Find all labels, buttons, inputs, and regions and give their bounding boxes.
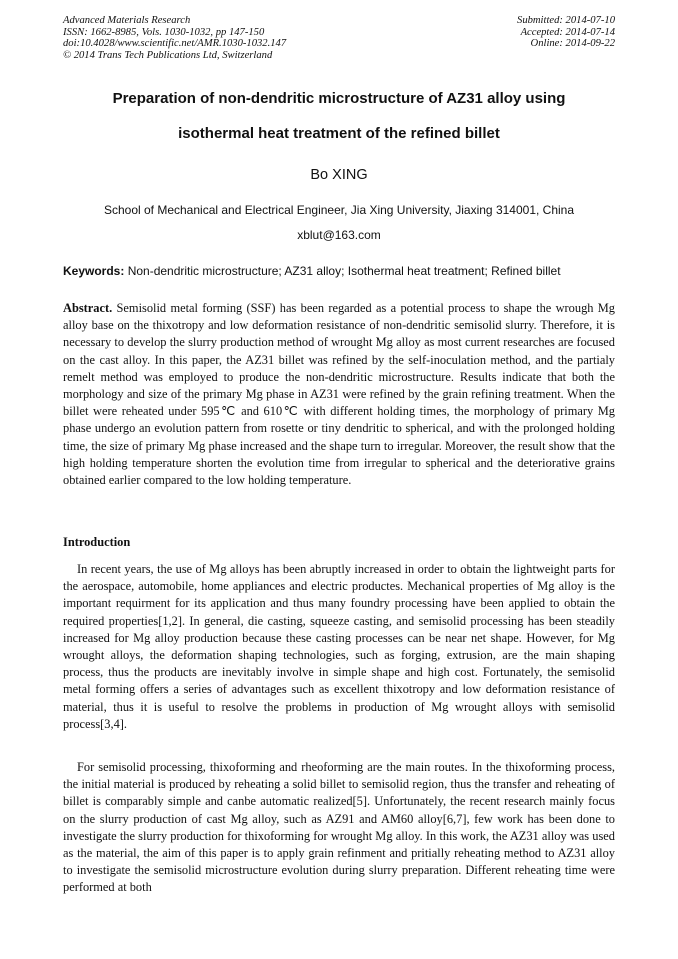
accepted-date: Accepted: 2014-07-14 <box>520 26 615 38</box>
abstract-paragraph <box>63 300 615 489</box>
abstract-text: Semisolid metal forming (SSF) has been regarded as a potential process to shape the wrough Mg alloy base on the thixotropy and low deformation resistance of non-dendritic semisolid slurry. Therefore, it is necessary to develop the slurry production method of wrought Mg alloy as most current researches are focused on the cast alloy. In this paper, the AZ31 billet was refined by the self-inoculation method, and the partialy remelt method was employed to produce the non-dendritic microstructure. Results indicate that both the morphology and size of the primary Mg phase in AZ31 were refined by the grain refining treatment. When the billet were reheated under 595℃ and 610℃ with different holding times, the morphology of primary Mg phase undergo an evolution pattern from rosette or tiny dendritic to spherical, and with the prolonged holding time, the size of primary Mg phase increased and the shape turn to irregular. Moreover, the result show that the high holding temperature shorten the evolution time from irregular to spherical and the deteriorative grains obtained earlier compared to the low holding temperature. <box>63 301 615 488</box>
journal-copyright: © 2014 Trans Tech Publications Ltd, Switzerland <box>63 49 273 61</box>
online-date: Online: 2014-09-22 <box>530 38 615 50</box>
keywords-line <box>63 264 615 278</box>
paper-title-line-1: Preparation of non-dendritic microstructure of AZ31 alloy using <box>112 90 566 107</box>
author-affiliation: School of Mechanical and Electrical Engineer, Jia Xing University, Jiaxing 314001, China <box>103 203 575 217</box>
submission-dates <box>517 15 615 50</box>
paper-title-line-2: isothermal heat treatment of the refined billet <box>178 125 500 142</box>
journal-name: Advanced Materials Research <box>63 15 191 26</box>
journal-doi[interactable]: doi:10.4028/www.scientific.net/AMR.1030-1032.147 <box>63 38 287 50</box>
journal-header <box>63 15 286 61</box>
keywords-text: Non-dendritic microstructure; AZ31 alloy; Isothermal heat treatment; Refined billet <box>124 264 561 278</box>
author-email[interactable]: xblut@163.com <box>297 228 381 242</box>
submitted-date: Submitted: 2014-07-10 <box>517 15 615 26</box>
abstract-label: Abstract. <box>63 301 113 315</box>
introduction-paragraph-1: In recent years, the use of Mg alloys has been abruptly increased in order to obtain the lightweight parts for the aerospace, automobile, home appliances and electric productes. Mechanical properties of Mg alloy is the important requirment for its application and thus many foundry processing have been applied to obtain the required properties[1,2]. In general, die casting, squeeze casting, and semisolid processing has been steadily increased for Mg alloy production because these casting processes can be near net shape. However, for Mg wrought alloys, the deformation shaping technologies, such as forging, extrusion, are the main shaping process, thus the products are inevitably involve in simple shape and high cost. Fortunately, the semisolid metal forming offers a series of advantages such as excellent thixotropy and low deformation resistance of material, thus it is useful to resolve the problems in production of Mg wrought alloys with semisolid process[3,4]. <box>63 562 615 731</box>
introduction-paragraph-2: For semisolid processing, thixoforming and rheoforming are the main routes. In the thixoforming process, the initial material is produced by reheating a solid billet to semisolid region, thus the transfer and reheating of billet is comparably simple and canbe automatic realized[5]. Unfortunately, the recent research mainly focus on the slurry production of cast Mg alloy, such as AZ91 and AM60 alloy[6,7], few work has been done to investigate the slurry production for thixoforming for wrought Mg alloy. In this work, the AZ31 alloy was used as the material, the aim of this paper is to apply grain refinment and pritially reheating method to AZ31 alloy to investigate the semisolid microstructure evolution during slurry preparation. Different reheating time were performed at both <box>63 760 615 895</box>
keywords-label: Keywords: <box>63 264 125 278</box>
introduction-heading: Introduction <box>63 535 131 549</box>
author-name: Bo XING <box>310 167 368 183</box>
journal-issn: ISSN: 1662-8985, Vols. 1030-1032, pp 147-150 <box>63 26 265 38</box>
